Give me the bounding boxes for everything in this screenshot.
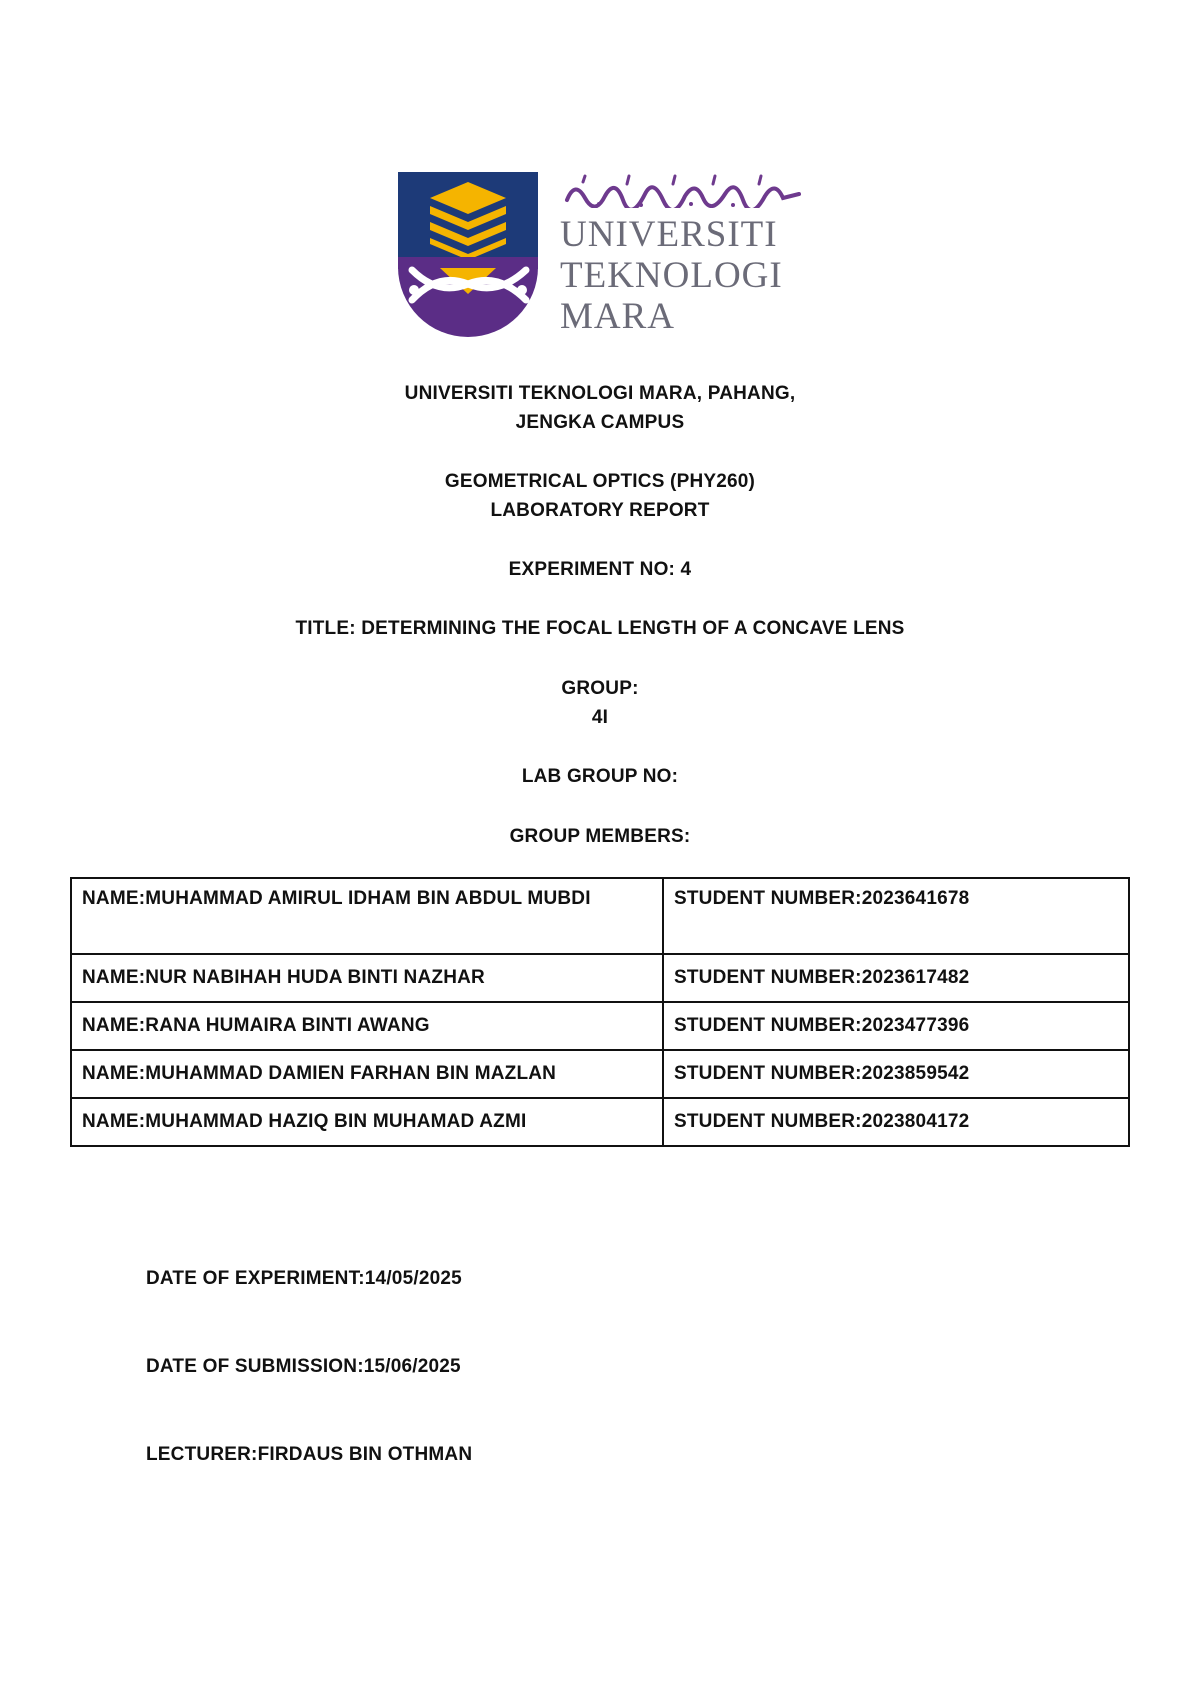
campus-name: JENGKA CAMPUS (515, 412, 685, 433)
member-name: NAME:NUR NABIHAH HUDA BINTI NAZHAR (71, 954, 663, 1002)
member-name: NAME:MUHAMMAD DAMIEN FARHAN BIN MAZLAN (71, 1050, 663, 1098)
table-row (71, 878, 1129, 954)
member-student-number: STUDENT NUMBER:2023641678 (663, 878, 1129, 954)
member-student-number: STUDENT NUMBER:2023804172 (663, 1098, 1129, 1146)
member-name: NAME:RANA HUMAIRA BINTI AWANG (71, 1002, 663, 1050)
group-members-table (70, 877, 1130, 1147)
jawi-script-logo (563, 172, 803, 208)
university-name: UNIVERSITI TEKNOLOGI MARA, PAHANG, (404, 383, 796, 404)
lab-group-label: LAB GROUP NO: (521, 766, 679, 787)
wordmark-line: MARA (560, 296, 676, 337)
member-name: NAME:MUHAMMAD AMIRUL IDHAM BIN ABDUL MUBDI (71, 878, 663, 954)
group-members-label: GROUP MEMBERS: (509, 826, 691, 847)
lecturer: LECTURER:FIRDAUS BIN OTHMAN (146, 1444, 473, 1465)
table-row (71, 1002, 1129, 1050)
date-of-submission: DATE OF SUBMISSION:15/06/2025 (146, 1356, 461, 1377)
member-name: NAME:MUHAMMAD HAZIQ BIN MUHAMAD AZMI (71, 1098, 663, 1146)
university-logo (398, 172, 808, 342)
wordmark-line: UNIVERSITI (560, 214, 778, 255)
crest-icon (398, 172, 538, 342)
member-student-number: STUDENT NUMBER:2023617482 (663, 954, 1129, 1002)
member-student-number: STUDENT NUMBER:2023859542 (663, 1050, 1129, 1098)
table-row (71, 1098, 1129, 1146)
report-type: LABORATORY REPORT (490, 500, 710, 521)
logo-wordmark (560, 214, 783, 337)
experiment-number: EXPERIMENT NO: 4 (508, 559, 692, 580)
wordmark-line: TEKNOLOGI (560, 255, 783, 296)
report-title: TITLE: DETERMINING THE FOCAL LENGTH OF A CONCAVE LENS (295, 618, 905, 639)
course-name: GEOMETRICAL OPTICS (PHY260) (444, 471, 756, 492)
table-row (71, 954, 1129, 1002)
group-label: GROUP: (561, 678, 639, 699)
group-value: 4I (591, 707, 609, 728)
table-row (71, 1050, 1129, 1098)
member-student-number: STUDENT NUMBER:2023477396 (663, 1002, 1129, 1050)
date-of-experiment: DATE OF EXPERIMENT:14/05/2025 (146, 1268, 462, 1289)
